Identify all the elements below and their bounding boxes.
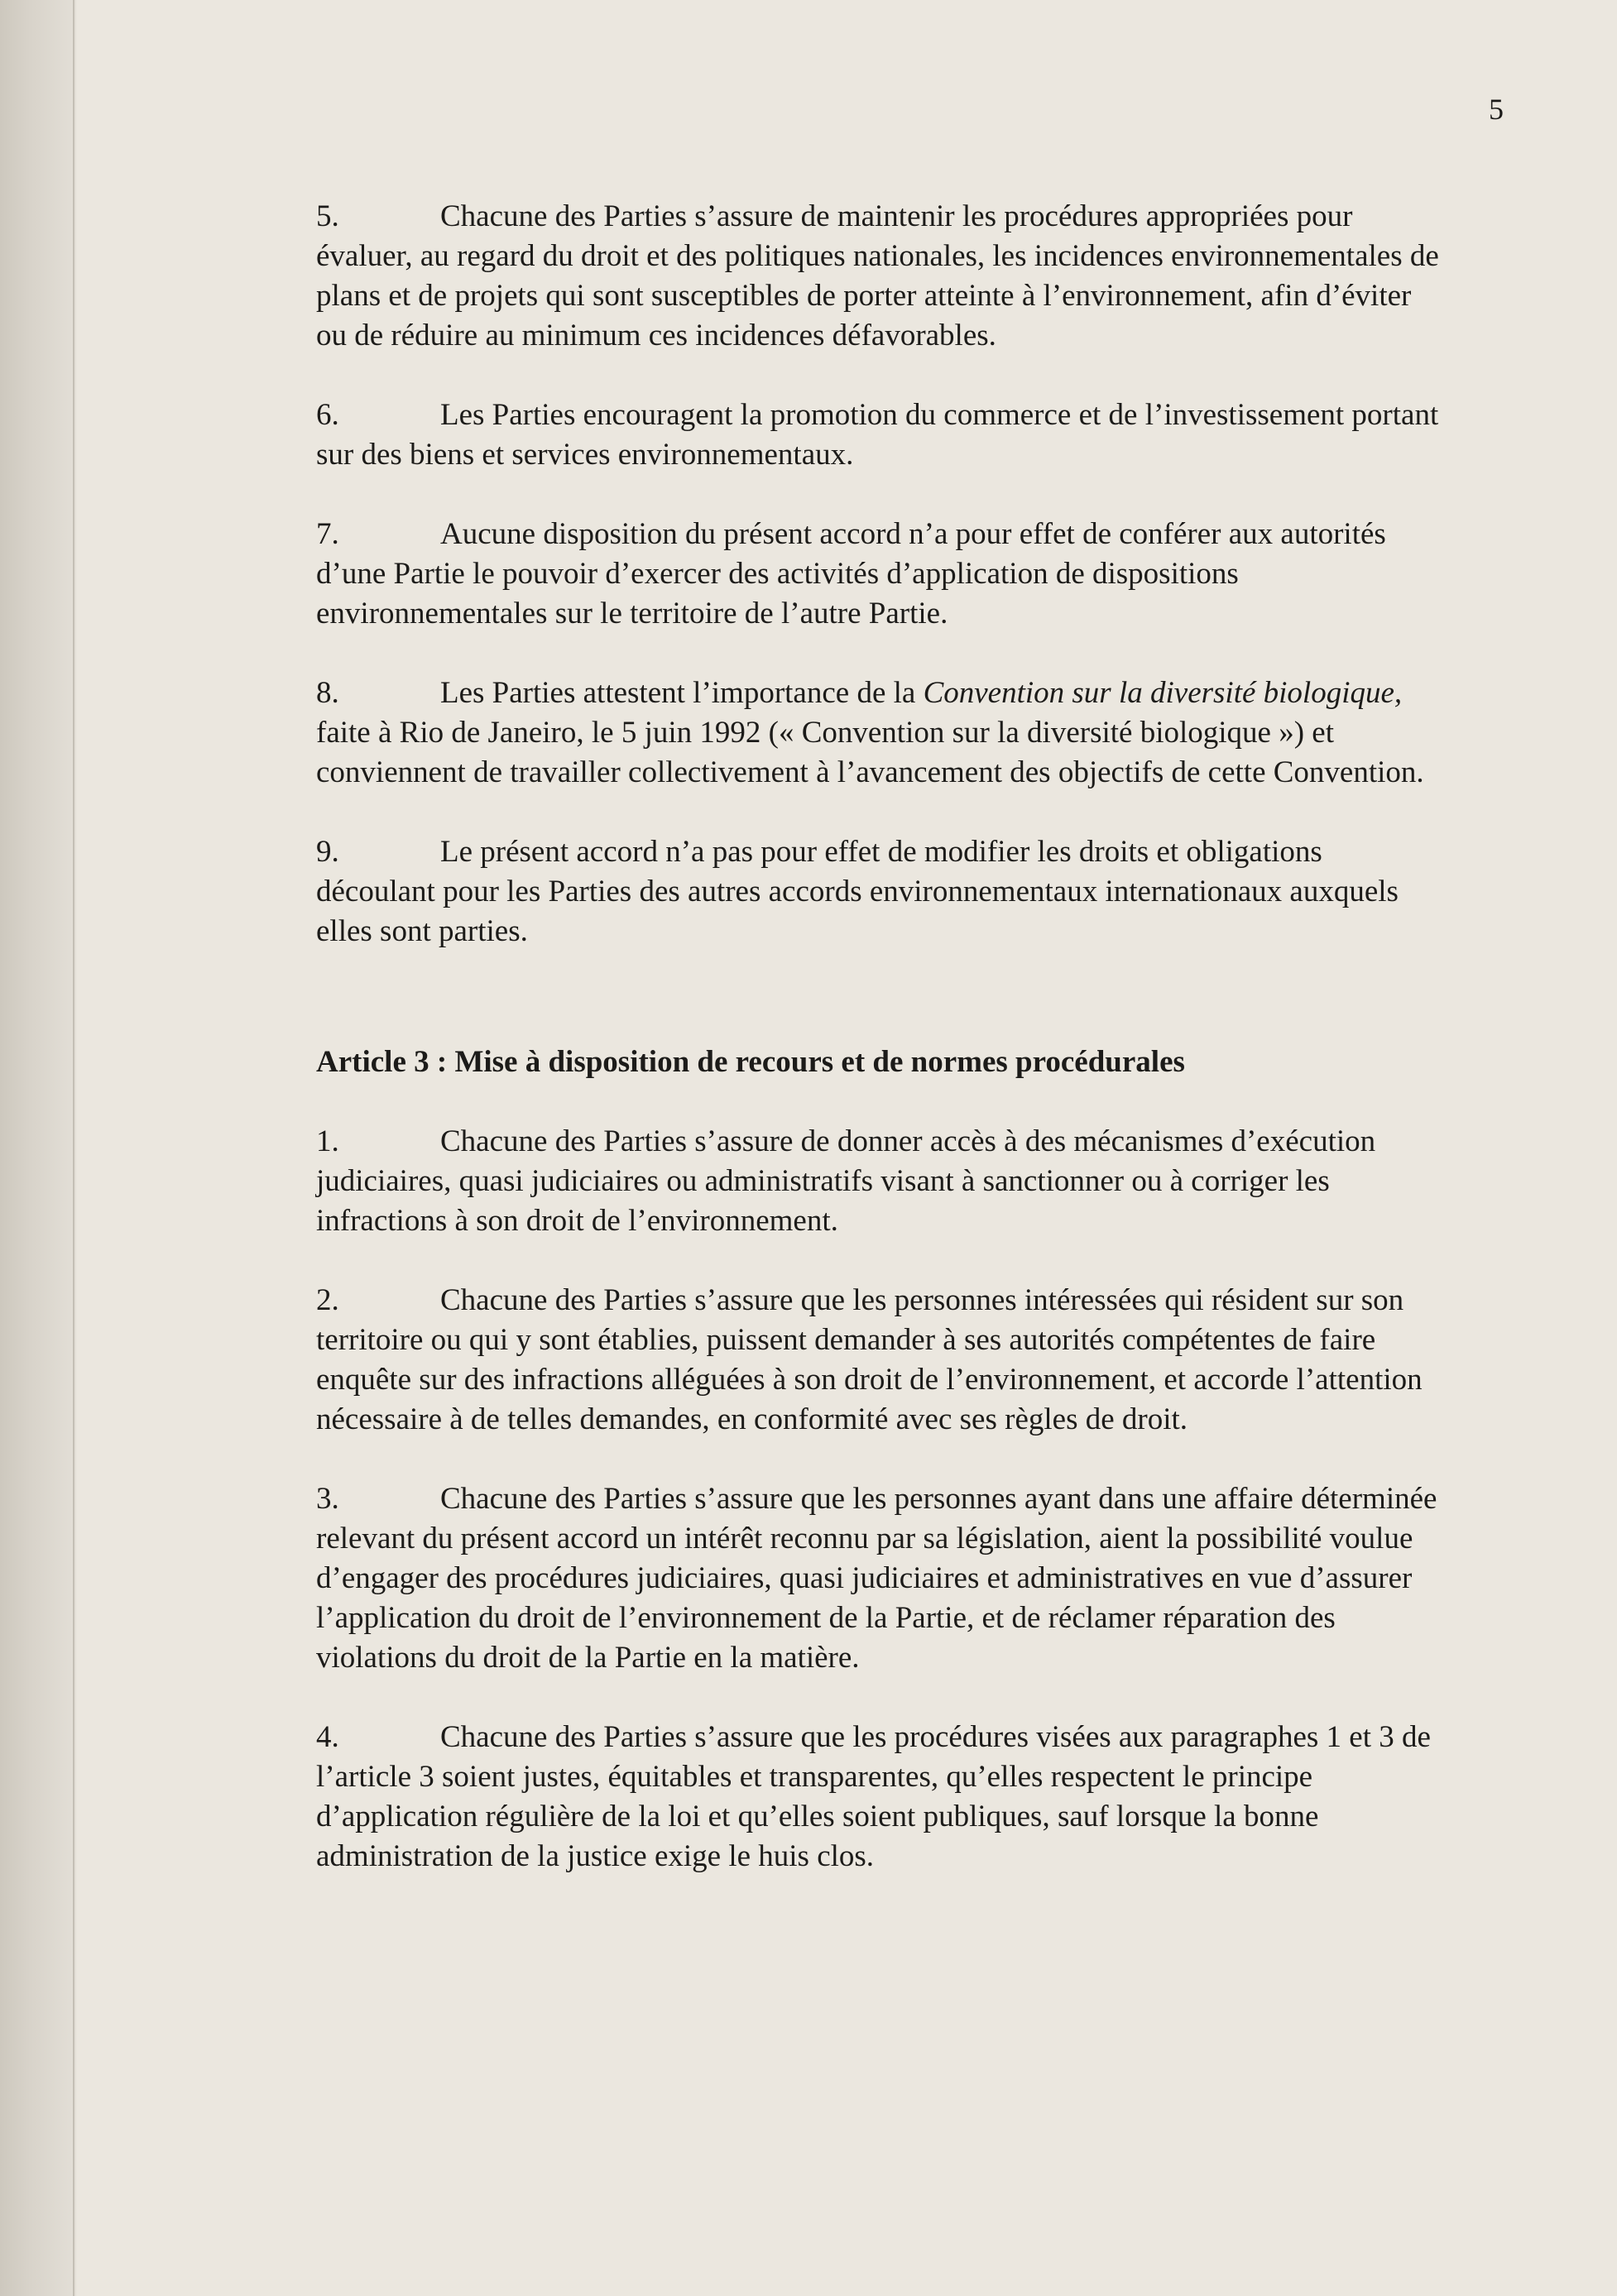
paragraph-text: Chacune des Parties s’assure de donner accès à des mécanismes d’exécution judiciaires, quasi judiciaires ou administratifs visant à sanctionner ou à corriger les infractions à son droit de l’environnement. bbox=[316, 1124, 1376, 1238]
paragraph-5 bbox=[316, 197, 1442, 356]
binding-edge bbox=[0, 0, 76, 2296]
convention-title: Convention sur la diversité biologique, bbox=[923, 676, 1403, 710]
paragraph-number: 1. bbox=[316, 1124, 339, 1158]
article-3-paragraph-1 bbox=[316, 1122, 1442, 1241]
paragraph-number: 3. bbox=[316, 1482, 339, 1516]
page-number: 5 bbox=[1489, 93, 1504, 126]
paragraph-7 bbox=[316, 515, 1442, 634]
article-3-paragraph-3 bbox=[316, 1479, 1442, 1678]
paragraph-number: 9. bbox=[316, 835, 339, 869]
paragraph-number: 7. bbox=[316, 517, 339, 551]
paragraph-text: Les Parties encouragent la promotion du commerce et de l’investissement portant sur des biens et services environnementaux. bbox=[316, 398, 1439, 472]
paragraph-text: Chacune des Parties s’assure de maintenir les procédures appropriées pour évaluer, au regard du droit et des politiques nationales, les incidences environnementales de plans et de projets qui sont susceptibles de porter atteinte à l’environnement, afin d’éviter ou de réduire au minimum ces incidences défavorables. bbox=[316, 199, 1439, 352]
paragraph-number: 6. bbox=[316, 398, 339, 432]
paragraph-text-after: faite à Rio de Janeiro, le 5 juin 1992 (« Convention sur la diversité biologique ») et conviennent de travailler collectivement à l’avancement des objectifs de cette Convention. bbox=[316, 716, 1424, 789]
paragraph-9 bbox=[316, 832, 1442, 951]
article-3-paragraph-2 bbox=[316, 1281, 1442, 1440]
paragraph-text: Aucune disposition du présent accord n’a pour effet de conférer aux autorités d’une Partie le pouvoir d’exercer des activités d’application de dispositions environnementales sur le territoire de l’autre Partie. bbox=[316, 517, 1386, 630]
paragraph-number: 2. bbox=[316, 1283, 339, 1317]
paragraph-text: Le présent accord n’a pas pour effet de modifier les droits et obligations découlant pour les Parties des autres accords environnementaux internationaux auxquels elles sont parties. bbox=[316, 835, 1399, 948]
paragraph-6 bbox=[316, 395, 1442, 475]
paragraph-text: Chacune des Parties s’assure que les personnes ayant dans une affaire déterminée relevant du présent accord un intérêt reconnu par sa législation, aient la possibilité voulue d’engager des procédures judiciaires, quasi judiciaires et administratives en vue d’assurer l’application du droit de l’environnement de la Partie, et de réclamer réparation des violations du droit de la Partie en la matière. bbox=[316, 1482, 1437, 1675]
paragraph-text: Chacune des Parties s’assure que les personnes intéressées qui résident sur son territoire ou qui y sont établies, puissent demander à ses autorités compétentes de faire enquête sur des infractions alléguées à son droit de l’environnement, et accorde l’attention nécessaire à de telles demandes, en conformité avec ses règles de droit. bbox=[316, 1283, 1423, 1436]
paragraph-number: 5. bbox=[316, 199, 339, 233]
document-body bbox=[316, 197, 1442, 1877]
binding-crease bbox=[73, 0, 74, 2296]
paragraph-text: Chacune des Parties s’assure que les procédures visées aux paragraphes 1 et 3 de l’article 3 soient justes, équitables et transparentes, qu’elles respectent le principe d’application régulière de la loi et qu’elles soient publiques, sauf lorsque la bonne administration de la justice exige le huis clos. bbox=[316, 1720, 1431, 1873]
paragraph-number: 8. bbox=[316, 676, 339, 710]
article-3-paragraph-4 bbox=[316, 1718, 1442, 1877]
paragraph-8 bbox=[316, 673, 1442, 793]
paragraph-text-before: Les Parties attestent l’importance de la bbox=[440, 676, 924, 710]
paragraph-number: 4. bbox=[316, 1720, 339, 1754]
article-heading: Article 3 : Mise à disposition de recours et de normes procédurales bbox=[316, 1045, 1185, 1079]
